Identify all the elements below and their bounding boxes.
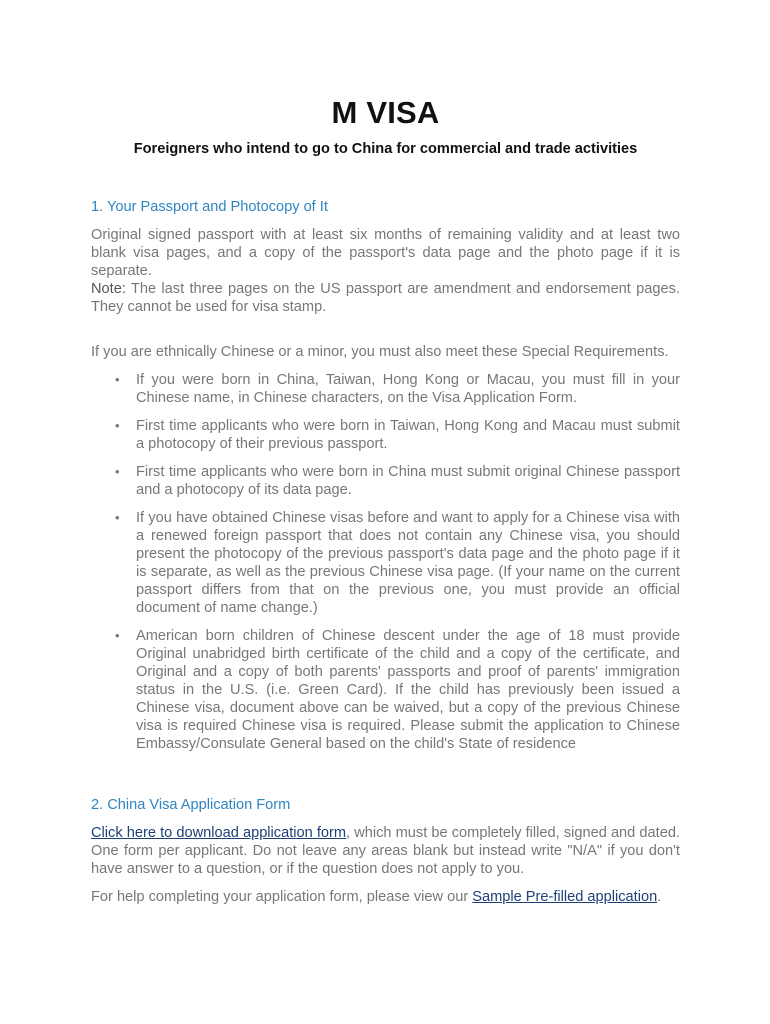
application-form-paragraph (91, 824, 680, 878)
section-heading-passport: 1. Your Passport and Photocopy of It (91, 199, 328, 215)
list-item: • If you have obtained Chinese visas before and want to apply for a Chinese visa with a renewed foreign passport that does not contain any Chinese visa, you should present the photocopy of the previous passport's data page and the photo page if it is separate, as well as the previous Chinese visa page. (If your name on the current passport differs from that on the previous one, you must provide an official document of name change.) (136, 509, 680, 617)
help-end: . (657, 889, 662, 905)
list-item: • First time applicants who were born in Taiwan, Hong Kong and Macau must submit a photocopy of their previous passport. (136, 417, 680, 453)
list-item: • American born children of Chinese descent under the age of 18 must provide Original unabridged birth certificate of the child and a copy of the certificate, and Original and a copy of both parents' passports and proof of parents' immigration status in the U.S. (i.e. Green Card). If the child has previously been issued a Chinese visa, document above can be waived, but a copy of the previous Chinese visa is required Chinese visa is required. Please submit the application to Chinese Embassy/Consulate General based on the child's State of residence (136, 627, 680, 753)
passport-text: Original signed passport with at least six months of remaining validity and at least two blank visa pages, and a copy of the passport's data page and the photo page if it is separate. (91, 227, 680, 279)
download-application-form-link[interactable]: Click here to download application form (91, 825, 347, 841)
download-instructions: , which must be completely filled, signed and dated. One form per applicant. Do not leave any areas blank but instead write "N/A" if you don't have answer to a question, or if the question does not apply to you. (91, 825, 680, 877)
list-item: • If you were born in China, Taiwan, Hong Kong or Macau, you must fill in your Chinese name, in Chinese characters, on the Visa Application Form. (136, 371, 680, 407)
note-label: Note: (91, 281, 126, 297)
page-subtitle: Foreigners who intend to go to China for commercial and trade activities (133, 141, 638, 157)
page-title: M VISA (331, 95, 440, 130)
special-requirements-list (91, 371, 680, 753)
special-requirements-intro: If you are ethnically Chinese or a minor, you must also meet these Special Requirements. (91, 344, 669, 360)
document-page (91, 93, 680, 906)
help-text: For help completing your application form, please view our (91, 889, 473, 905)
list-item: • First time applicants who were born in China must submit original Chinese passport and a photocopy of its data page. (136, 463, 680, 499)
sample-prefilled-application-link[interactable]: Sample Pre-filled application (472, 889, 658, 905)
help-paragraph (91, 888, 680, 906)
passport-requirements (91, 226, 680, 316)
section-heading-application-form: 2. China Visa Application Form (91, 797, 291, 813)
note-text: The last three pages on the US passport are amendment and endorsement pages. They cannot be used for visa stamp. (91, 281, 680, 315)
